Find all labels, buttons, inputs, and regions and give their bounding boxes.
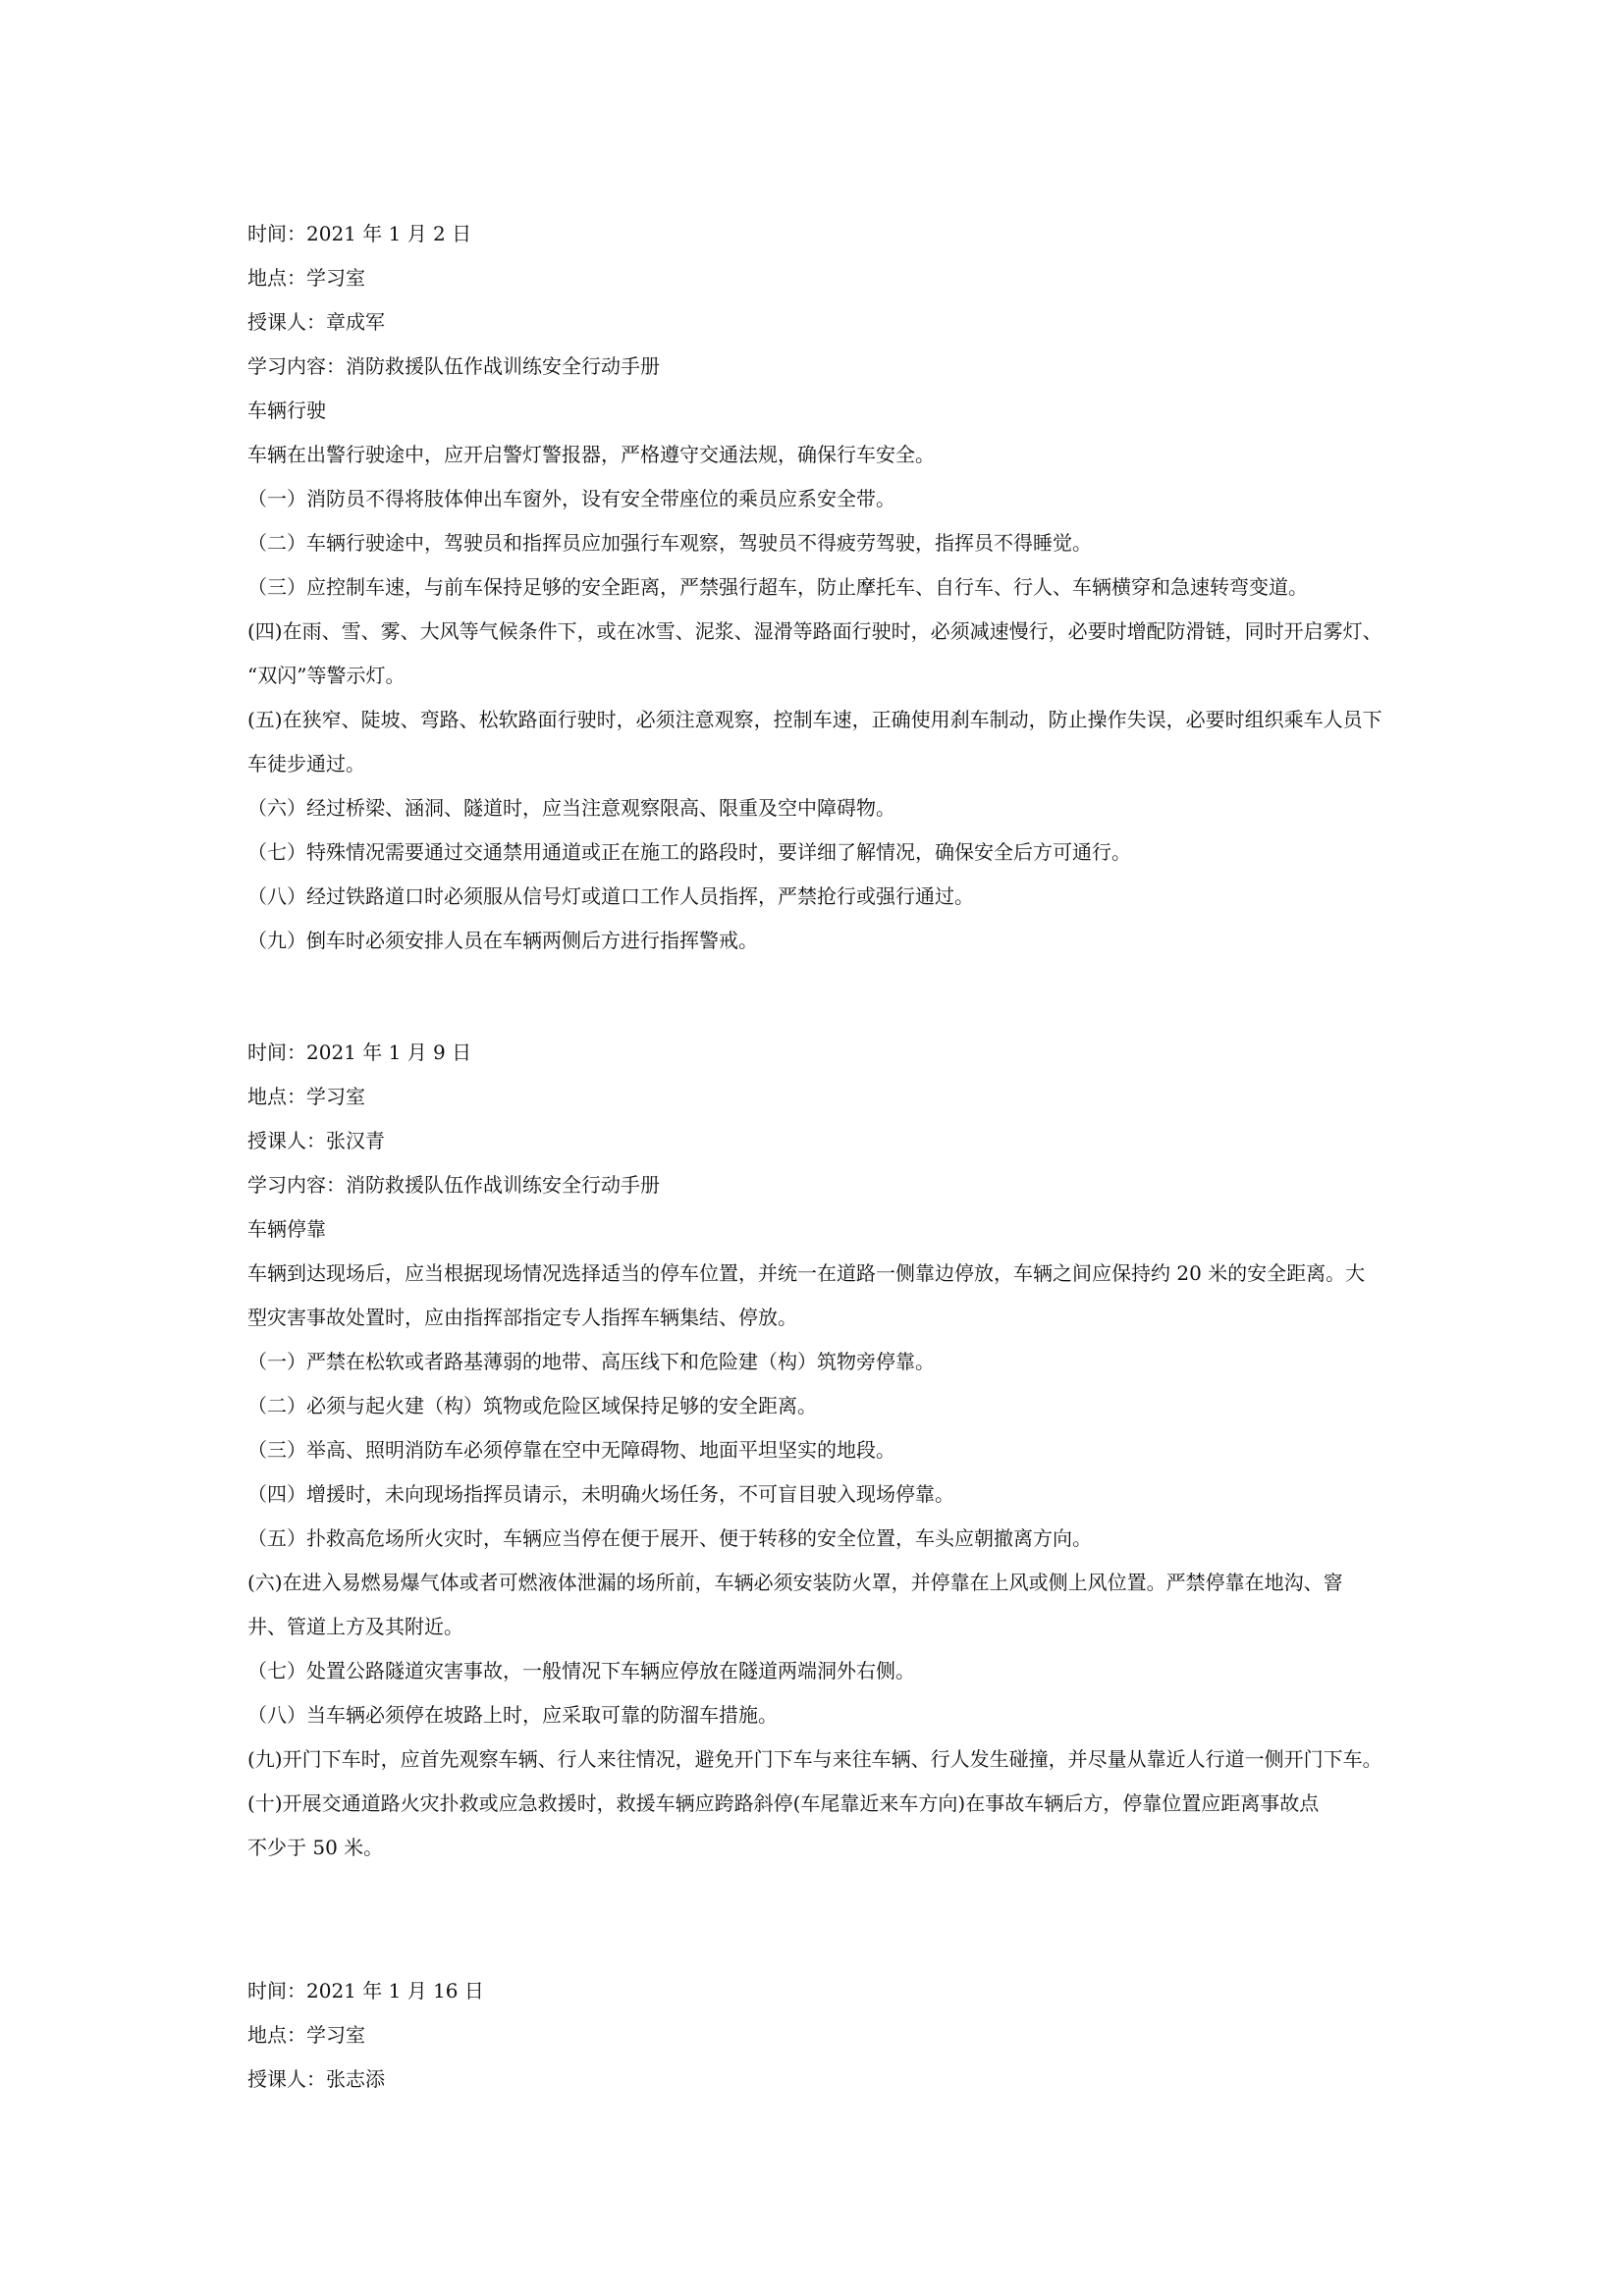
- section-title: 车辆行驶: [247, 399, 326, 422]
- record-teacher: 授课人：章成军: [247, 310, 385, 334]
- paragraph-line: 井、管道上方及其附近。: [247, 1615, 463, 1638]
- paragraph-line: 型灾害事故处置时，应由指挥部指定专人指挥车辆集结、停放。: [247, 1306, 797, 1329]
- paragraph-line: （三）举高、照明消防车必须停靠在空中无障碍物、地面平坦坚实的地段。: [247, 1438, 895, 1462]
- paragraph-line: （八）当车辆必须停在坡路上时，应采取可靠的防溜车措施。: [247, 1703, 778, 1727]
- paragraph-line: （二）必须与起火建（构）筑物或危险区域保持足够的安全距离。: [247, 1394, 817, 1417]
- record-time: 时间：2021 年 1 月 9 日: [247, 1041, 472, 1064]
- paragraph-line: (六)在进入易燃易爆气体或者可燃液体泄漏的场所前，车辆必须安装防火罩，并停靠在上风或侧上风位置。严禁停靠在地沟、窨: [247, 1571, 1343, 1594]
- record-place: 地点：学习室: [247, 1085, 365, 1108]
- paragraph-line: (十)开展交通道路火灾扑救或应急救援时，救援车辆应跨路斜停(车尾靠近来车方向)在事故车辆后方，停靠位置应距离事故点: [247, 1791, 1320, 1815]
- paragraph-line: (四)在雨、雪、雾、大风等气候条件下，或在冰雪、泥浆、湿滑等路面行驶时，必须减速慢行，必要时增配防滑链，同时开启雾灯、: [247, 619, 1382, 643]
- paragraph-line: （二）车辆行驶途中，驾驶员和指挥员应加强行车观察，驾驶员不得疲劳驾驶，指挥员不得睡觉。: [247, 531, 1092, 555]
- paragraph-line: （七）特殊情况需要通过交通禁用通道或正在施工的路段时，要详细了解情况，确保安全后方可通行。: [247, 840, 1131, 864]
- paragraph-line: 不少于 50 米。: [247, 1836, 384, 1859]
- paragraph-line: （四）增援时，未向现场指挥员请示，未明确火场任务，不可盲目驶入现场停靠。: [247, 1482, 954, 1506]
- paragraph-line: （一）严禁在松软或者路基薄弱的地带、高压线下和危险建（构）筑物旁停靠。: [247, 1350, 935, 1373]
- section-title: 车辆停靠: [247, 1217, 326, 1241]
- paragraph-line: 车徒步通过。: [247, 752, 365, 775]
- paragraph-line: 车辆到达现场后，应当根据现场情况选择适当的停车位置，并统一在道路一侧靠边停放，车辆之间应保持约 20 米的安全距离。大: [247, 1261, 1366, 1285]
- paragraph-line: 车辆在出警行驶途中，应开启警灯警报器，严格遵守交通法规，确保行车安全。: [247, 443, 935, 466]
- study-record-2: [247, 1031, 1386, 1870]
- record-time: 时间：2021 年 1 月 2 日: [247, 222, 472, 245]
- paragraph-line: (九)开门下车时，应首先观察车辆、行人来往情况，避免开门下车与来往车辆、行人发生碰撞，并尽量从靠近人行道一侧开门下车。: [247, 1747, 1382, 1771]
- paragraph-line: （八）经过铁路道口时必须服从信号灯或道口工作人员指挥，严禁抢行或强行通过。: [247, 884, 974, 908]
- record-place: 地点：学习室: [247, 266, 365, 290]
- study-record-1: [247, 212, 1386, 963]
- record-place: 地点：学习室: [247, 2023, 365, 2047]
- paragraph-line: （三）应控制车速，与前车保持足够的安全距离，严禁强行超车，防止摩托车、自行车、行人、车辆横穿和急速转弯变道。: [247, 575, 1308, 599]
- paragraph-line: “双闪”等警示灯。: [247, 664, 406, 687]
- paragraph-line: （五）扑救高危场所火灾时，车辆应当停在便于展开、便于转移的安全位置，车头应朝撤离方向。: [247, 1526, 1092, 1550]
- paragraph-line: （六）经过桥梁、涵洞、隧道时，应当注意观察限高、限重及空中障碍物。: [247, 796, 895, 820]
- record-teacher: 授课人：张汉青: [247, 1129, 385, 1152]
- paragraph-line: （七）处置公路隧道灾害事故，一般情况下车辆应停放在隧道两端洞外右侧。: [247, 1659, 915, 1682]
- paragraph-line: （九）倒车时必须安排人员在车辆两侧后方进行指挥警戒。: [247, 929, 758, 952]
- record-time: 时间：2021 年 1 月 16 日: [247, 1979, 484, 2002]
- paragraph-line: (五)在狭窄、陡坡、弯路、松软路面行驶时，必须注意观察，控制车速，正确使用刹车制动，防止操作失误，必要时组织乘车人员下: [247, 708, 1382, 731]
- study-record-3: [247, 1969, 1386, 2102]
- record-teacher: 授课人：张志添: [247, 2067, 385, 2091]
- paragraph-line: （一）消防员不得将肢体伸出车窗外，设有安全带座位的乘员应系安全带。: [247, 487, 895, 510]
- record-content: 学习内容：消防救援队伍作战训练安全行动手册: [247, 354, 660, 378]
- record-content: 学习内容：消防救援队伍作战训练安全行动手册: [247, 1173, 660, 1197]
